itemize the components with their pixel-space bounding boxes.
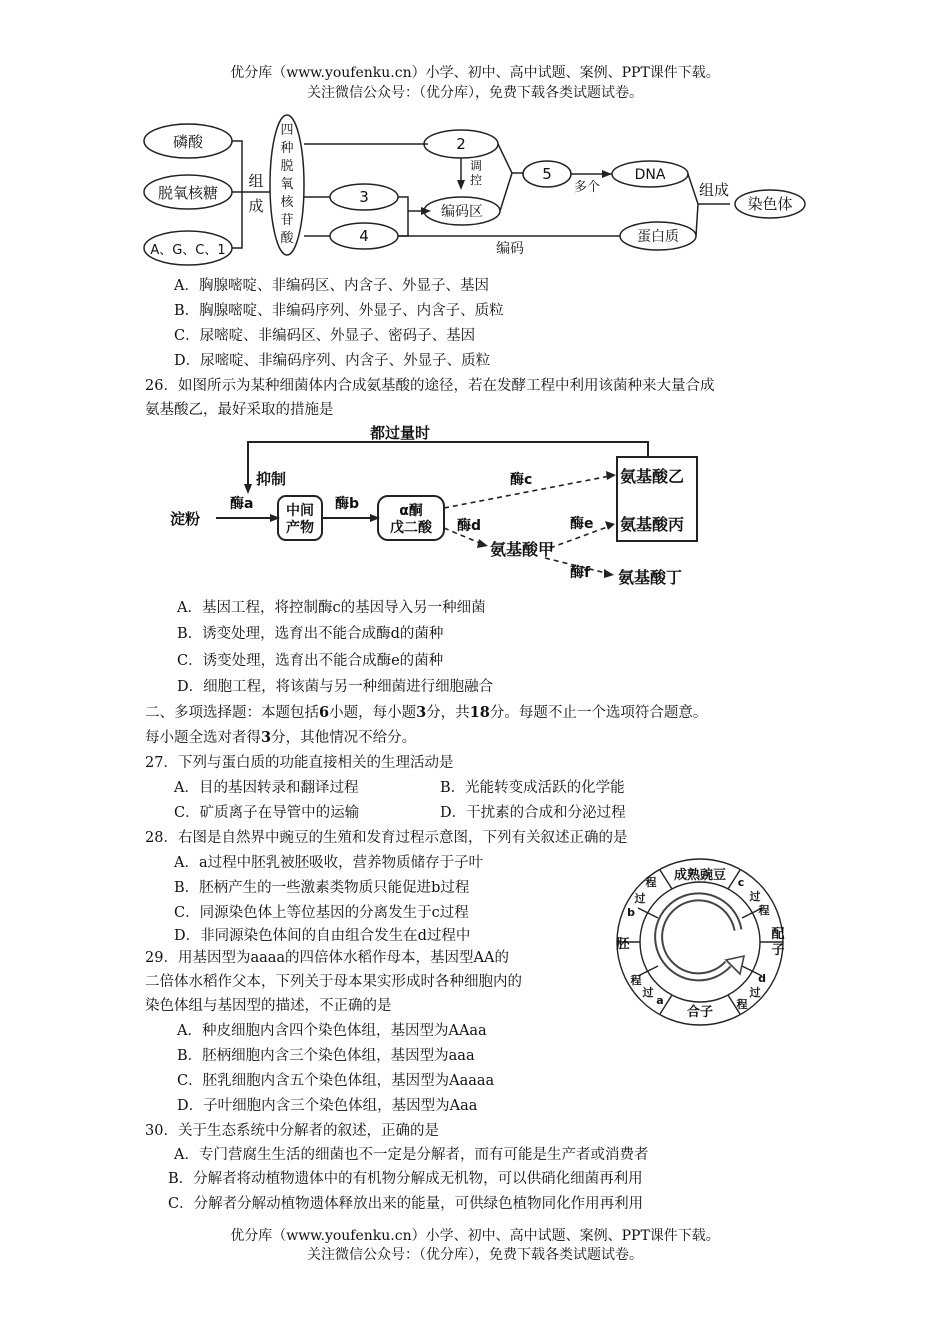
enzyme-b-label: 酶b <box>335 496 360 512</box>
q26-option-d: D．细胞工程，将该菌与另一种细菌进行细胞融合 <box>177 679 494 695</box>
mature-pea-label: 成熟豌豆 <box>673 868 727 883</box>
q26-stem-line2: 氨基酸乙，最好采取的措施是 <box>145 402 334 418</box>
svg-text:产物: 产物 <box>286 520 314 536</box>
q28-option-b: B．胚柄产生的一些激素类物质只能促进b过程 <box>174 880 470 896</box>
header-line-2: 关注微信公众号：（优分库），免费下载各类试题试卷。 <box>307 85 643 101</box>
svg-text:程: 程 <box>630 974 642 987</box>
enzyme-a-label: 酶a <box>230 496 254 512</box>
q25-option-d: D．尿嘧啶、非编码序列、内含子、外显子、质粒 <box>174 353 491 369</box>
zygote-label: 合子 <box>686 1005 714 1020</box>
svg-text:程: 程 <box>758 904 770 917</box>
q29-stem-line3: 染色体组与基因型的描述，不正确的是 <box>145 998 392 1014</box>
q29-option-d: D．子叶细胞内含三个染色体组，基因型为Aaa <box>177 1098 478 1114</box>
q30-option-c: C．分解者分解动植物遗体释放出来的能量，可供绿色植物同化作用再利用 <box>168 1196 644 1212</box>
svg-text:a: a <box>656 994 664 1007</box>
amino-acid-jia-label: 氨基酸甲 <box>490 540 555 559</box>
pea-life-cycle-diagram <box>600 856 800 1028</box>
svg-text:α酮: α酮 <box>399 503 423 519</box>
q29-stem-line2: 二倍体水稻作父本，下列关于母本果实形成时各种细胞内的 <box>145 974 522 990</box>
q27-stem: 27．下列与蛋白质的功能直接相关的生理活动是 <box>145 755 454 771</box>
label-5: 5 <box>542 165 552 183</box>
q30-option-b: B．分解者将动植物遗体中的有机物分解成无机物，可以供硝化细菌再利用 <box>168 1171 643 1187</box>
svg-text:d: d <box>758 972 766 985</box>
svg-text:程: 程 <box>736 998 748 1011</box>
q28-option-a: A．a过程中胚乳被胚吸收，营养物质储存于子叶 <box>174 855 484 871</box>
bases-label: A、G、C、1 <box>150 243 226 258</box>
svg-text:四: 四 <box>280 123 294 138</box>
svg-text:戊二酸: 戊二酸 <box>390 520 432 536</box>
q29-stem-line1: 29．用基因型为aaaa的四倍体水稻作母本，基因型AA的 <box>145 950 509 966</box>
enzyme-c-label: 酶c <box>510 472 533 488</box>
q25-option-c: C．尿嘧啶、非编码区、外显子、密码子、基因 <box>174 328 476 344</box>
q30-option-a: A．专门营腐生生活的细菌也不一定是分解者，而有可能是生产者或消费者 <box>174 1147 649 1163</box>
q28-option-c: C．同源染色体上等位基因的分离发生于c过程 <box>174 905 469 921</box>
q27-option-c: C．矿质离子在导管中的运输 <box>174 805 360 821</box>
svg-text:核: 核 <box>280 195 294 210</box>
label-3: 3 <box>359 188 369 206</box>
svg-text:子: 子 <box>771 943 785 958</box>
label-2: 2 <box>456 135 466 153</box>
q25-option-b: B．胸腺嘧啶、非编码序列、外显子、内含子、质粒 <box>174 303 504 319</box>
q26-stem-line1: 26．如图所示为某种细菌体内合成氨基酸的途径，若在发酵工程中利用该菌种来大量合成 <box>145 378 715 394</box>
svg-text:过: 过 <box>749 890 761 903</box>
excess-label: 都过量时 <box>370 424 431 442</box>
dna-structure-diagram <box>140 110 820 270</box>
section2-line1: 二、多项选择题：本题包括6小题，每小题3分，共18分。每题不止一个选项符合题意。 <box>145 704 708 721</box>
svg-text:氧: 氧 <box>280 177 294 192</box>
svg-text:c: c <box>737 876 745 889</box>
protein-label: 蛋白质 <box>637 229 679 245</box>
amino-acid-yi-label: 氨基酸乙 <box>620 467 685 486</box>
q27-option-b: B．光能转变成活跃的化学能 <box>440 780 625 796</box>
q29-option-b: B．胚柄细胞内含三个染色体组，基因型为aaa <box>177 1048 475 1064</box>
svg-text:调: 调 <box>469 159 483 173</box>
amino-acid-ding-label: 氨基酸丁 <box>618 568 683 587</box>
dna-label: DNA <box>634 167 666 183</box>
q30-stem: 30．关于生态系统中分解者的叙述，正确的是 <box>145 1123 439 1139</box>
footer-line-1: 优分库（www.youfenku.cn）小学、初中、高中试题、案例、PPT课件下载。 <box>230 1228 720 1244</box>
deoxyribose-label: 脱氧核糖 <box>157 184 219 202</box>
enzyme-f-label: 酶f <box>570 565 591 581</box>
svg-text:过: 过 <box>634 892 646 905</box>
chromosome-label: 染色体 <box>747 195 793 213</box>
q26-option-c: C．诱变处理，选育出不能合成酶e的菌种 <box>177 653 444 669</box>
q28-option-d: D．非同源染色体间的自由组合发生在d过程中 <box>174 928 471 944</box>
section2-line2: 每小题全选对者得3分，其他情况不给分。 <box>145 729 417 746</box>
enzyme-d-label: 酶d <box>457 518 482 534</box>
q27-option-a: A．目的基因转录和翻译过程 <box>174 780 359 796</box>
starch-label: 淀粉 <box>170 510 201 528</box>
q26-option-b: B．诱变处理，选育出不能合成酶d的菌种 <box>177 626 444 642</box>
svg-text:配: 配 <box>771 927 785 942</box>
q29-option-c: C．胚乳细胞内含五个染色体组，基因型为Aaaaa <box>177 1073 495 1089</box>
footer-line-2: 关注微信公众号：（优分库），免费下载各类试题试卷。 <box>307 1247 643 1263</box>
header-line-1: 优分库（www.youfenku.cn）小学、初中、高中试题、案例、PPT课件下载。 <box>230 65 720 81</box>
amino-acid-bing-label: 氨基酸丙 <box>620 515 685 534</box>
compose-label-2: 成 <box>248 197 264 215</box>
svg-text:b: b <box>627 906 635 919</box>
svg-text:种: 种 <box>280 141 294 156</box>
enzyme-e-label: 酶e <box>570 516 594 532</box>
amino-acid-pathway-diagram <box>170 422 710 594</box>
q26-option-a: A．基因工程，将控制酶c的基因导入另一种细菌 <box>177 600 486 616</box>
coding-region-label: 编码区 <box>441 204 483 220</box>
svg-text:过: 过 <box>749 986 761 999</box>
q25-option-a: A．胸腺嘧啶、非编码区、内含子、外显子、基因 <box>174 278 489 294</box>
svg-text:脱: 脱 <box>280 159 294 174</box>
q29-option-a: A．种皮细胞内含四个染色体组，基因型为AAaa <box>177 1023 487 1039</box>
svg-text:程: 程 <box>645 876 657 889</box>
svg-text:酸: 酸 <box>280 231 294 246</box>
svg-text:苷: 苷 <box>280 213 294 228</box>
compose-label-1: 组 <box>248 172 264 190</box>
svg-text:中间: 中间 <box>286 503 314 519</box>
compose-b-label: 组成 <box>698 181 730 199</box>
q28-stem: 28．右图是自然界中豌豆的生殖和发育过程示意图，下列有关叙述正确的是 <box>145 830 628 846</box>
encode-label: 编码 <box>496 241 524 257</box>
label-4: 4 <box>359 227 369 245</box>
embryo-label: 胚 <box>616 937 630 952</box>
q27-option-d: D．干扰素的合成和分泌过程 <box>440 805 626 821</box>
svg-text:过: 过 <box>642 986 654 999</box>
many-label: 多个 <box>573 180 601 195</box>
svg-text:控: 控 <box>469 173 483 187</box>
inhibit-label: 抑制 <box>256 470 287 488</box>
phosphate-label: 磷酸 <box>172 133 204 151</box>
